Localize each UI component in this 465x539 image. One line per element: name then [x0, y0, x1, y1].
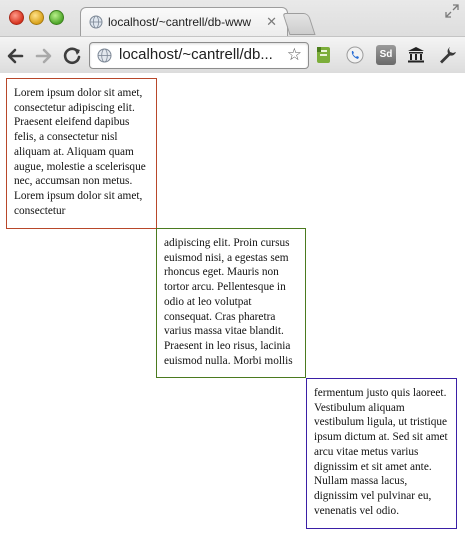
- sd-icon[interactable]: Sd: [376, 45, 396, 65]
- back-arrow-icon[interactable]: [4, 45, 26, 67]
- window-zoom-button[interactable]: [49, 10, 64, 25]
- address-bar[interactable]: [89, 42, 309, 69]
- reload-icon[interactable]: [61, 45, 83, 67]
- tab-close-icon[interactable]: ✕: [266, 14, 277, 29]
- window-minimize-button[interactable]: [29, 10, 44, 25]
- globe-icon: [97, 48, 112, 63]
- wrench-icon[interactable]: [437, 45, 457, 65]
- browser-tab[interactable]: [80, 7, 288, 37]
- window-close-button[interactable]: [9, 10, 24, 25]
- globe-icon: [89, 15, 103, 29]
- browser-chrome: [0, 0, 465, 73]
- evernote-icon[interactable]: [314, 45, 334, 65]
- forward-arrow-icon[interactable]: [33, 45, 55, 67]
- toolbar: [0, 36, 465, 73]
- call-icon[interactable]: [345, 45, 365, 65]
- text-column-3: fermentum justo quis laoreet. Vestibulum aliquam vestibulum ligula, ut tristique ipsum dictum at. Sed sit amet arcu vitae metus varius dignissim et sit amet ante. Nullam massa lacus, dignissim vel pulvinar eu, venenatis vel odio.: [306, 378, 457, 529]
- address-url: localhost/~cantrell/db...: [119, 46, 273, 63]
- text-column-2: adipiscing elit. Proin cursus euismod nisi, a egestas sem rhoncus eget. Mauris non tortor arcu. Pellentesque in odio at leo volutpat consequat. Cras pharetra varius massa vitae blandit. Praesent in leo risus, lacinia euismod nulla. Morbi mollis: [156, 228, 306, 378]
- tab-title: localhost/~cantrell/db-www: [108, 15, 252, 29]
- bank-icon[interactable]: [406, 45, 426, 65]
- text-column-1: Lorem ipsum dolor sit amet, consectetur adipiscing elit. Praesent eleifend dapibus felis, a consectetur nisl aliquam at. Aliquam quam augue, molestie a scelerisque nec, accumsan non metus. Lorem ipsum dolor sit amet, consectetur: [6, 78, 157, 229]
- fullscreen-icon[interactable]: [445, 4, 459, 18]
- bookmark-star-icon[interactable]: ☆: [286, 45, 302, 64]
